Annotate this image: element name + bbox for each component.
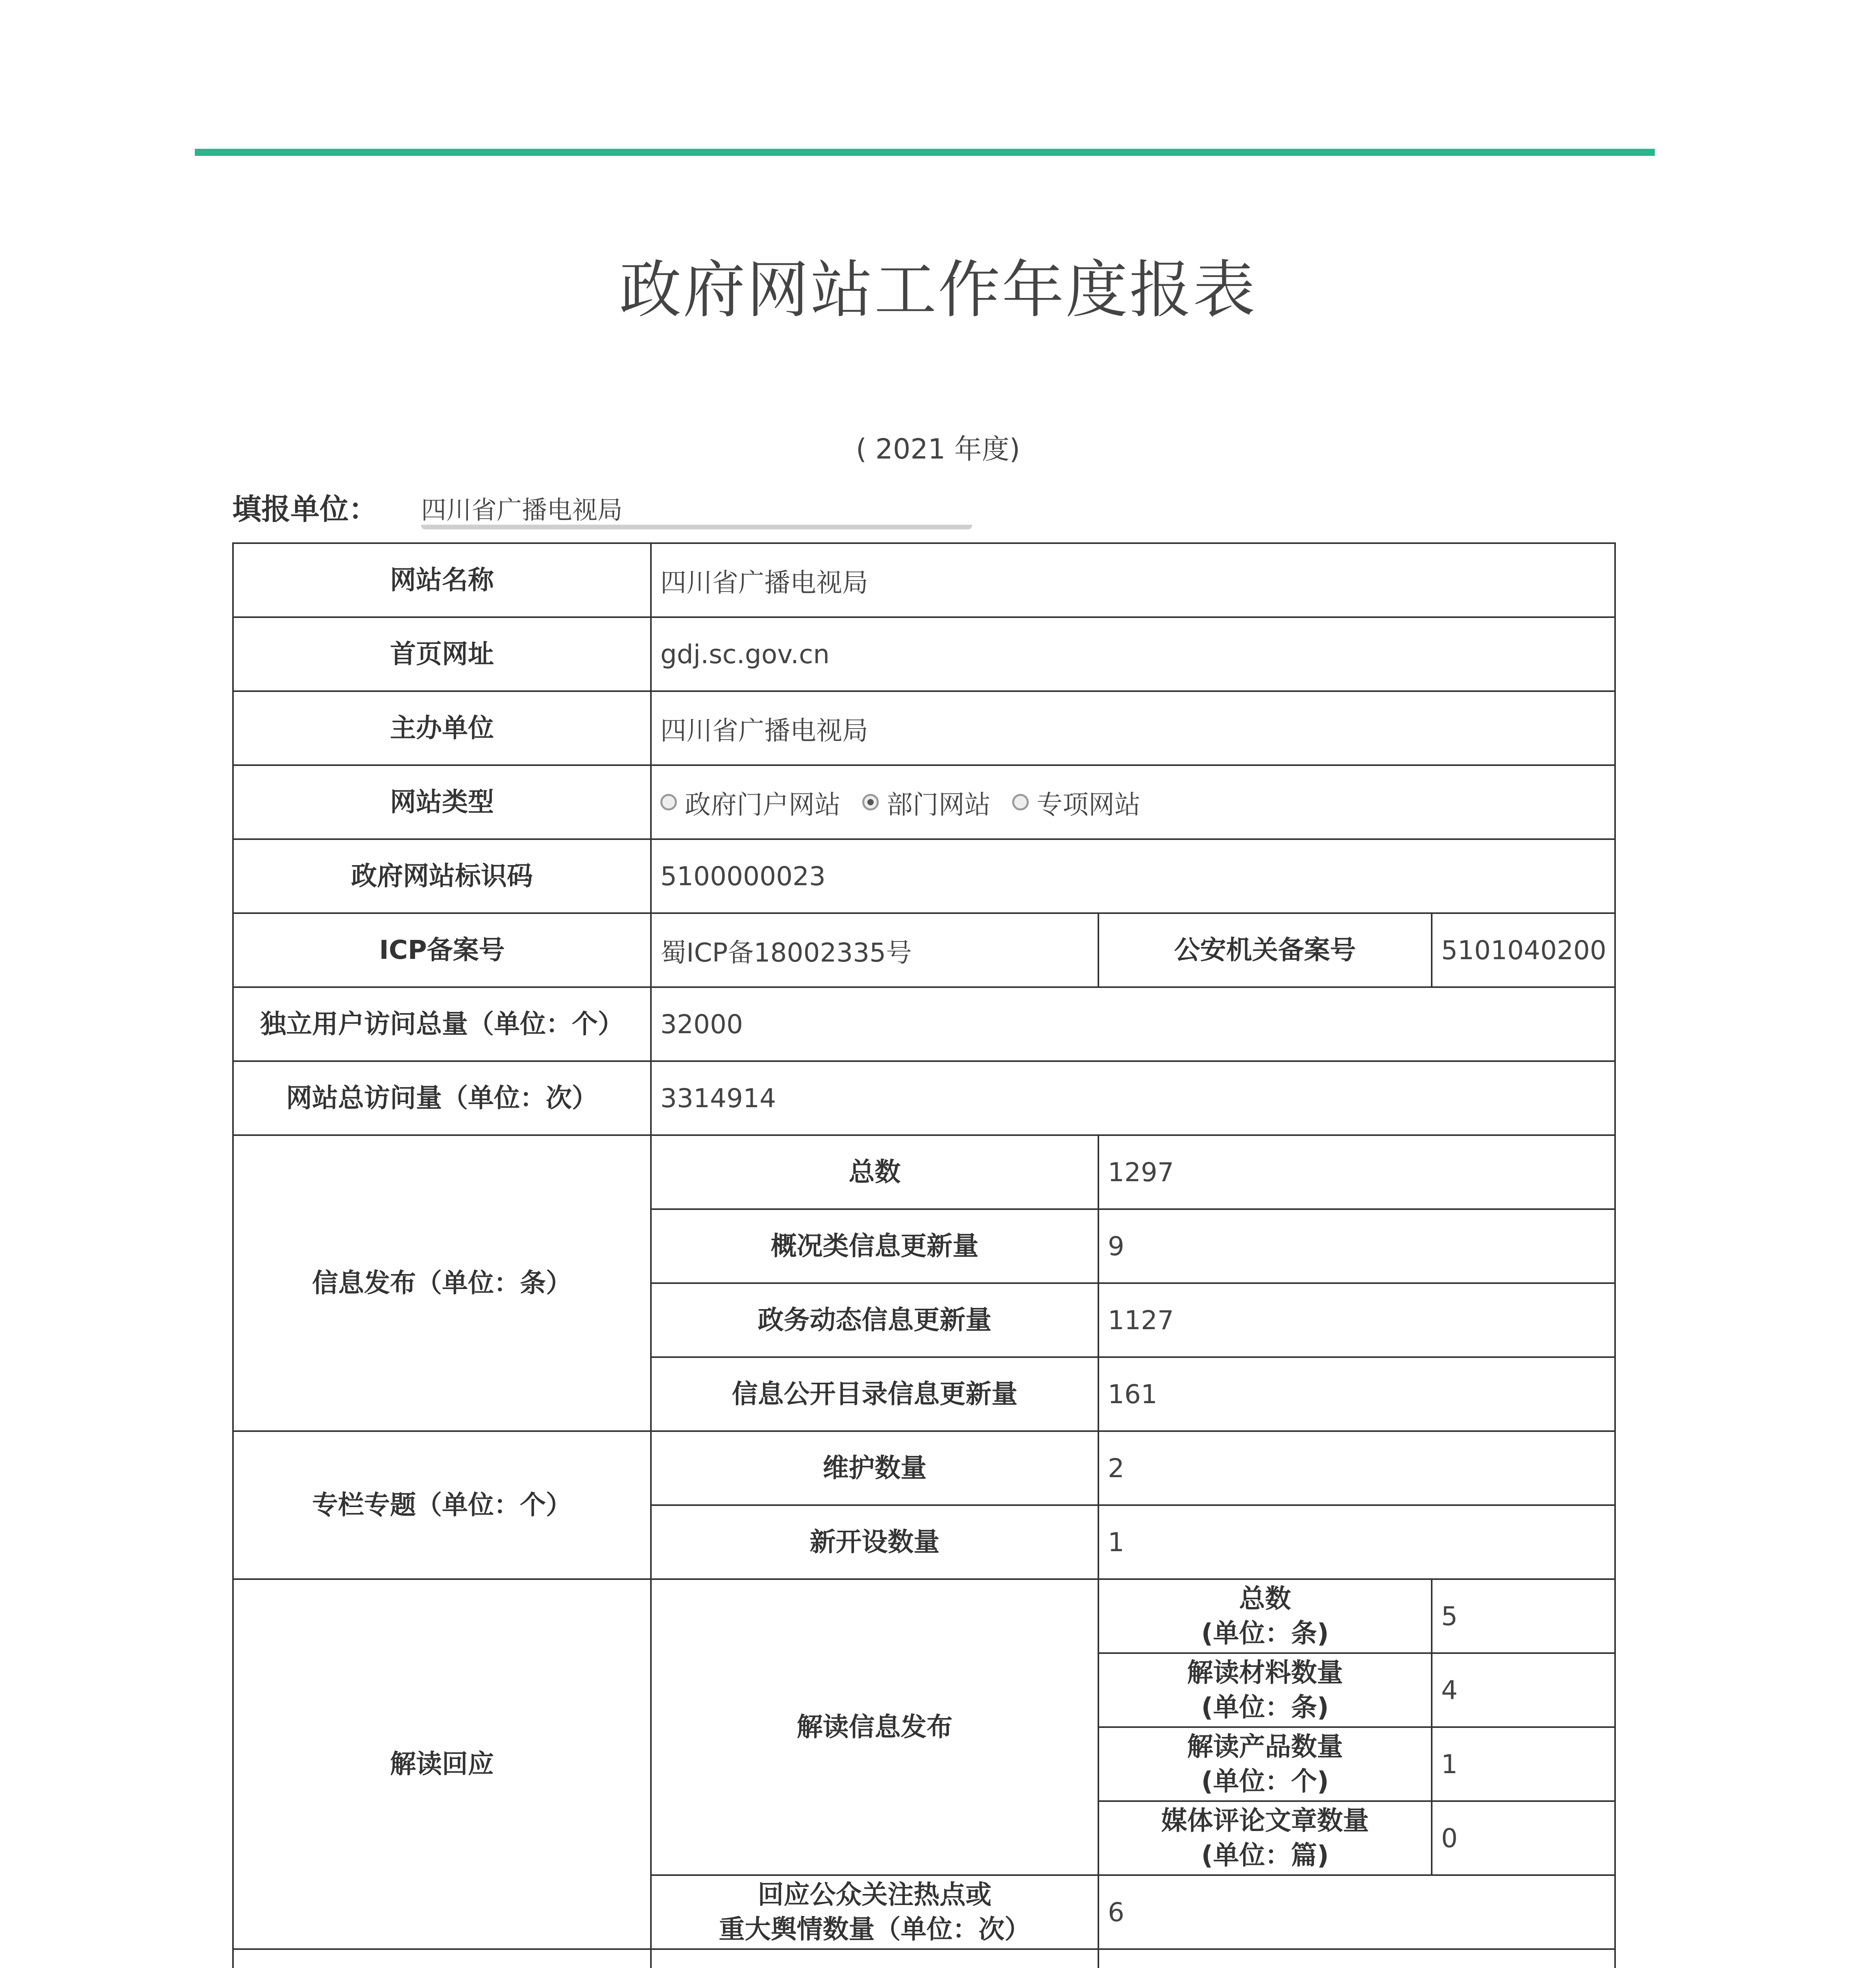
interp-total-value: 5 xyxy=(1432,1579,1615,1653)
page-title: 政府网站工作年度报表 xyxy=(619,254,1257,326)
disclosure-updates-label: 信息公开目录信息更新量 xyxy=(651,1357,1098,1431)
interpretation-publish-label: 解读信息发布 xyxy=(651,1579,1098,1875)
label-line: 回应公众关注热点或 xyxy=(758,1879,992,1910)
service-catalog-label xyxy=(651,1949,1098,1968)
site-name-label: 网站名称 xyxy=(233,543,651,617)
radio-department[interactable] xyxy=(862,784,991,821)
table-row xyxy=(233,543,1615,617)
top-accent-bar xyxy=(195,149,1655,156)
news-updates-label: 政务动态信息更新量 xyxy=(651,1283,1098,1357)
maintained-value: 2 xyxy=(1098,1431,1615,1505)
overview-updates-label: 概况类信息更新量 xyxy=(651,1209,1098,1283)
label-line: 总数 xyxy=(1239,1583,1291,1614)
fill-unit-label: 填报单位： xyxy=(232,492,378,526)
interp-media-value: 0 xyxy=(1432,1801,1615,1875)
unique-visitors-label: 独立用户访问总量（单位：个） xyxy=(233,987,651,1061)
radio-label: 政府门户网站 xyxy=(685,789,841,820)
table-row xyxy=(233,1579,1615,1653)
overview-updates-value: 9 xyxy=(1098,1209,1615,1283)
interp-total-label xyxy=(1098,1579,1432,1653)
radio-button-icon xyxy=(660,794,677,810)
info-publish-label: 信息发布（单位：条） xyxy=(233,1135,651,1431)
table-row xyxy=(233,617,1615,691)
interp-products-label xyxy=(1098,1727,1432,1801)
table-row xyxy=(233,913,1615,987)
police-record-value: 5101040200 xyxy=(1432,913,1615,987)
service-catalog-radio-group xyxy=(1098,1949,1615,1968)
report-table xyxy=(232,542,1616,1968)
public-response-label xyxy=(651,1875,1098,1949)
label-line: 解读材料数量 xyxy=(1187,1657,1343,1688)
interpretation-label: 解读回应 xyxy=(233,1579,651,1949)
interp-products-value: 1 xyxy=(1432,1727,1615,1801)
radio-button-icon xyxy=(1012,794,1029,810)
label-unit: 重大舆情数量（单位：次） xyxy=(719,1914,1031,1944)
public-response-value: 6 xyxy=(1098,1875,1615,1949)
home-url-value: gdj.sc.gov.cn xyxy=(651,617,1615,691)
police-record-label: 公安机关备案号 xyxy=(1098,913,1432,987)
site-code-value: 5100000023 xyxy=(651,839,1615,913)
interp-media-label xyxy=(1098,1801,1432,1875)
site-type-radio-group xyxy=(651,765,1615,839)
table-row xyxy=(233,691,1615,765)
radio-portal[interactable] xyxy=(660,784,841,821)
services-label xyxy=(233,1949,651,1968)
table-row xyxy=(233,765,1615,839)
label-unit: (单位：个) xyxy=(1201,1766,1329,1796)
table-row xyxy=(233,987,1615,1061)
disclosure-updates-value: 161 xyxy=(1098,1357,1615,1431)
table-row xyxy=(233,1061,1615,1135)
home-url-label: 首页网址 xyxy=(233,617,651,691)
label-line: 媒体评论文章数量 xyxy=(1161,1805,1369,1836)
icp-label: ICP备案号 xyxy=(233,913,651,987)
site-name-value: 四川省广播电视局 xyxy=(651,543,1615,617)
site-type-label: 网站类型 xyxy=(233,765,651,839)
maintained-label: 维护数量 xyxy=(651,1431,1098,1505)
site-code-label: 政府网站标识码 xyxy=(233,839,651,913)
table-row xyxy=(233,1431,1615,1505)
total-visits-label: 网站总访问量（单位：次） xyxy=(233,1061,651,1135)
label-unit: (单位：篇) xyxy=(1201,1840,1329,1870)
info-total-label: 总数 xyxy=(651,1135,1098,1209)
label-unit: (单位：条) xyxy=(1201,1692,1329,1722)
label-line: 解读产品数量 xyxy=(1187,1731,1343,1762)
host-unit-value: 四川省广播电视局 xyxy=(651,691,1615,765)
new-columns-value: 1 xyxy=(1098,1505,1615,1579)
report-year: ( 2021 年度) xyxy=(856,433,1020,465)
new-columns-label: 新开设数量 xyxy=(651,1505,1098,1579)
info-total-value: 1297 xyxy=(1098,1135,1615,1209)
interp-materials-label xyxy=(1098,1653,1432,1727)
radio-special[interactable] xyxy=(1012,784,1140,821)
label-unit: (单位：条) xyxy=(1201,1618,1329,1648)
table-row xyxy=(233,1949,1615,1968)
table-row xyxy=(233,839,1615,913)
columns-label: 专栏专题（单位：个） xyxy=(233,1431,651,1579)
host-unit-label: 主办单位 xyxy=(233,691,651,765)
radio-button-selected-icon xyxy=(862,794,879,810)
total-visits-value: 3314914 xyxy=(651,1061,1615,1135)
icp-value: 蜀ICP备18002335号 xyxy=(651,913,1098,987)
table-row xyxy=(233,1135,1615,1209)
fill-unit-field[interactable]: 四川省广播电视局 xyxy=(421,490,972,529)
radio-label: 部门网站 xyxy=(886,789,991,820)
interp-materials-value: 4 xyxy=(1432,1653,1615,1727)
news-updates-value: 1127 xyxy=(1098,1283,1615,1357)
unique-visitors-value: 32000 xyxy=(651,987,1615,1061)
radio-label: 专项网站 xyxy=(1036,789,1140,820)
